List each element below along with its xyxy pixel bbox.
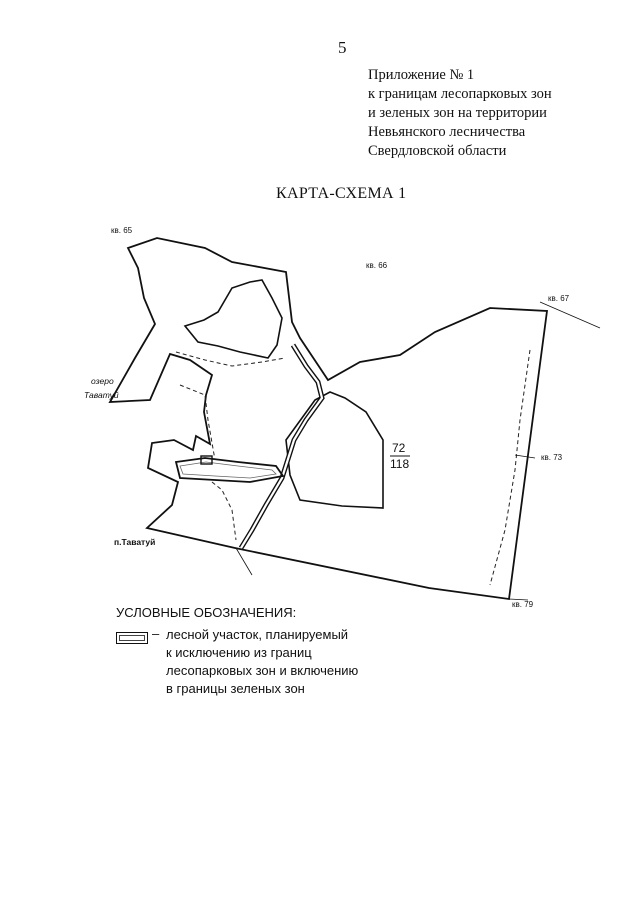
- quarter-label-66: кв. 66: [366, 261, 388, 270]
- page-number: 5: [338, 38, 347, 57]
- settlement-label: п.Таватуй: [114, 537, 156, 547]
- appendix-line: и зеленых зон на территории: [368, 105, 547, 121]
- legend-dash: –: [152, 626, 160, 641]
- quarter-fraction-numerator: 72: [392, 441, 406, 455]
- planned-parcel-road-inner: [241, 345, 322, 548]
- lake-label: озеро: [91, 376, 114, 386]
- lake-label: Таватуй: [84, 390, 119, 400]
- leader-line-east: [515, 455, 535, 458]
- legend-swatch: [116, 632, 148, 644]
- inner-parcel-boundary: [185, 280, 282, 358]
- quarter-label-65: кв. 65: [111, 226, 133, 235]
- appendix-line: Свердловской области: [368, 143, 507, 159]
- quarter-label-73: кв. 73: [541, 453, 563, 462]
- legend-line: к исключению из границ: [166, 645, 312, 660]
- parcel-72-boundary: [286, 392, 383, 508]
- quarter-label-67: кв. 67: [548, 294, 570, 303]
- legend-line: лесопарковых зон и включению: [166, 663, 359, 678]
- appendix-line: к границам лесопарковых зон: [368, 86, 552, 102]
- legend-line: в границы зеленых зон: [166, 681, 305, 696]
- forest-road-dashed: [212, 482, 236, 540]
- forest-road-dashed: [490, 350, 530, 585]
- appendix-line: Приложение № 1: [368, 67, 475, 83]
- forest-road-dashed: [176, 352, 285, 366]
- appendix-line: Невьянского лесничества: [368, 124, 526, 140]
- legend-description: [166, 626, 358, 698]
- planned-parcel-road: [241, 345, 322, 548]
- quarter-label-79: кв. 79: [512, 600, 534, 609]
- legend-line: лесной участок, планируемый: [166, 627, 349, 642]
- forest-road-dashed: [180, 385, 215, 460]
- leader-line-q67: [540, 302, 600, 328]
- leader-line-south: [236, 548, 252, 575]
- planned-parcel-strip: [176, 458, 283, 482]
- forest-boundary: [110, 238, 547, 599]
- legend-title: УСЛОВНЫЕ ОБОЗНАЧЕНИЯ:: [116, 605, 297, 620]
- map-title: КАРТА-СХЕМА 1: [276, 185, 407, 202]
- quarter-fraction-denominator: 118: [390, 457, 410, 471]
